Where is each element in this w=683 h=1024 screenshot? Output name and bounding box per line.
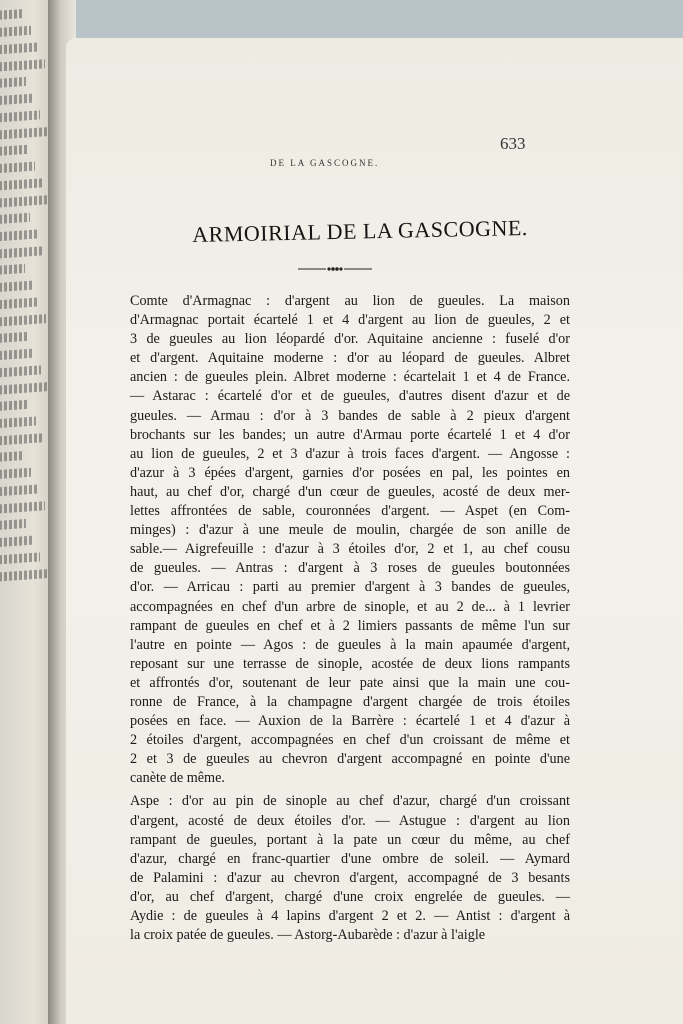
text-line: haut, au chef d'or, chargé d'un cœur de gueules, acosté de deux mer- xyxy=(130,483,570,500)
text-line: rampant de gueules en chef et à 2 limiers passants de même l'un sur xyxy=(130,617,570,634)
facing-page-text-line xyxy=(0,77,26,88)
facing-page-text-line xyxy=(0,519,26,530)
text-line: brochants sur les bandes; un autre d'Armau porte écartelé 1 et 4 d'or xyxy=(130,426,570,443)
facing-page-text-line xyxy=(0,110,40,122)
facing-page-text-line xyxy=(0,349,34,361)
text-line: de Palamini : d'azur au chevron d'argent, accompagné de 3 besants xyxy=(130,869,570,886)
text-line: Comte d'Armagnac : d'argent au lion de gueules. La maison xyxy=(130,293,570,309)
text-line: et affrontés d'or, soutenant de leur pate ainsi que la main une cou- xyxy=(130,674,570,691)
facing-page-text-line xyxy=(0,178,42,190)
page-title: ARMOIRIAL DE LA GASCOGNE. xyxy=(192,214,529,247)
armorial-text xyxy=(130,292,570,945)
text-line: sable.— Aigrefeuille : d'azur à 3 étoiles d'or, 2 et 1, au chef cousu xyxy=(130,541,570,558)
facing-page-text-line xyxy=(0,297,39,309)
facing-page-text-line xyxy=(0,162,35,174)
facing-page-text-line xyxy=(0,94,33,106)
facing-page-text-line xyxy=(0,264,25,275)
text-line: 2 étoiles d'argent, accompagnées en chef d'un croissant de même et xyxy=(130,732,570,749)
facing-page-text-line xyxy=(0,433,43,445)
facing-page-text-line xyxy=(0,42,38,54)
text-line: minges) : d'azur à une meule de moulin, chargée de son anille de xyxy=(130,522,570,539)
facing-page-text-line xyxy=(0,26,31,38)
facing-page-text-line xyxy=(0,569,47,582)
facing-page-text-line xyxy=(0,195,49,208)
text-line: d'azur à 3 épées d'argent, garnies d'or posées en pal, les pointes en xyxy=(130,464,570,481)
facing-page-text-line xyxy=(0,145,28,156)
text-line: gueules. — Armau : d'or à 3 bandes de sable à 2 pieux d'argent xyxy=(130,407,570,424)
text-line: d'azur, chargé en franc-quartier d'une ombre de soleil. — Aymard xyxy=(130,850,570,867)
text-line: d'Armagnac portait écartelé 1 et 4 d'argent au lion de gueules, 2 et xyxy=(130,312,570,329)
text-line: de gueules. — Antras : d'argent à 3 roses de gueules boutonnées xyxy=(130,560,570,577)
facing-page-text-line xyxy=(0,501,45,514)
facing-page-text-line xyxy=(0,281,32,293)
text-line: 2 et 3 de gueules au chevron d'argent accompagné en pointe d'une xyxy=(130,751,570,768)
text-line: d'argent, acosté de deux étoiles d'or. — Astugue : d'argent au lion xyxy=(130,812,570,829)
facing-page-text-line xyxy=(0,451,24,462)
facing-page-text-line xyxy=(0,127,47,140)
facing-page-text-line xyxy=(0,382,48,395)
facing-page-text-line xyxy=(0,484,38,496)
text-line: et d'argent. Aquitaine moderne : d'or au léopard de gueules. Albret xyxy=(130,350,570,367)
text-line: l'autre en pointe — Agos : de gueules à la main apaumée d'argent, xyxy=(130,636,570,653)
text-line: — Astarac : écartelé d'or et de gueules, d'autres disent d'azur et de xyxy=(130,388,570,405)
page-number: 633 xyxy=(500,134,526,153)
text-line: lettes affrontées de sable, couronnées d'argent. — Aspet (en Com- xyxy=(130,503,570,520)
text-line: la croix patée de gueules. — Astorg-Aubarède : d'azur à l'aigle xyxy=(130,927,486,944)
facing-page-text-line xyxy=(0,417,36,429)
facing-page-text-line xyxy=(0,332,27,343)
text-line: 3 de gueules au lion léopardé d'or. Aquitaine ancienne : fuselé d'or xyxy=(130,331,570,348)
paragraph xyxy=(130,792,570,945)
facing-page-text-line xyxy=(0,400,29,411)
text-line: reposant sur une terrasse de sinople, acostée de deux lions rampants xyxy=(130,655,570,672)
facing-page-text-line xyxy=(0,365,41,377)
facing-page-text-line xyxy=(0,552,40,564)
facing-page-text-line xyxy=(0,314,46,327)
text-line: posées en face. — Auxion de la Barrère : écartelé 1 et 4 d'azur à xyxy=(130,713,570,730)
text-line: canète de même. xyxy=(130,770,225,787)
text-line: Aydie : de gueules à 4 lapins d'argent 2 et 2. — Antist : d'argent à xyxy=(130,908,570,924)
facing-page-text-line xyxy=(0,59,45,72)
paragraph xyxy=(130,292,570,788)
facing-page-text-line xyxy=(0,468,31,480)
text-line: accompagnées en chef d'un arbre de sinople, et au 2 de... à 1 levrier xyxy=(130,598,570,615)
text-line: d'or. — Arricau : parti au premier d'argent à 3 bandes de gueules, xyxy=(130,579,570,596)
facing-page-text-line xyxy=(0,246,44,258)
text-line: d'or, au chef d'argent, chargé d'une croix engrelée de gueules. — xyxy=(130,888,570,905)
text-line: Aspe : d'or au pin de sinople au chef d'azur, chargé d'un croissant xyxy=(130,793,570,810)
facing-page-text-line xyxy=(0,9,24,20)
ornamental-divider xyxy=(298,266,372,272)
facing-page-text-line xyxy=(0,536,33,548)
text-line: ancien : de gueules plein. Albret moderne : écartelait 1 et 4 de France. xyxy=(130,369,570,386)
text-line: au lion de gueules, 2 et 3 d'azur à trois faces d'argent. — Angosse : xyxy=(130,445,570,462)
text-line: rampant de gueules, portant à la pate un cœur du même, au chef xyxy=(130,831,570,848)
running-head: DE LA GASCOGNE. xyxy=(270,158,380,168)
text-line: ronne de France, à la champagne d'argent chargée de trois étoiles xyxy=(130,693,570,710)
facing-page-text-line xyxy=(0,213,30,225)
facing-page-text-line xyxy=(0,229,37,241)
